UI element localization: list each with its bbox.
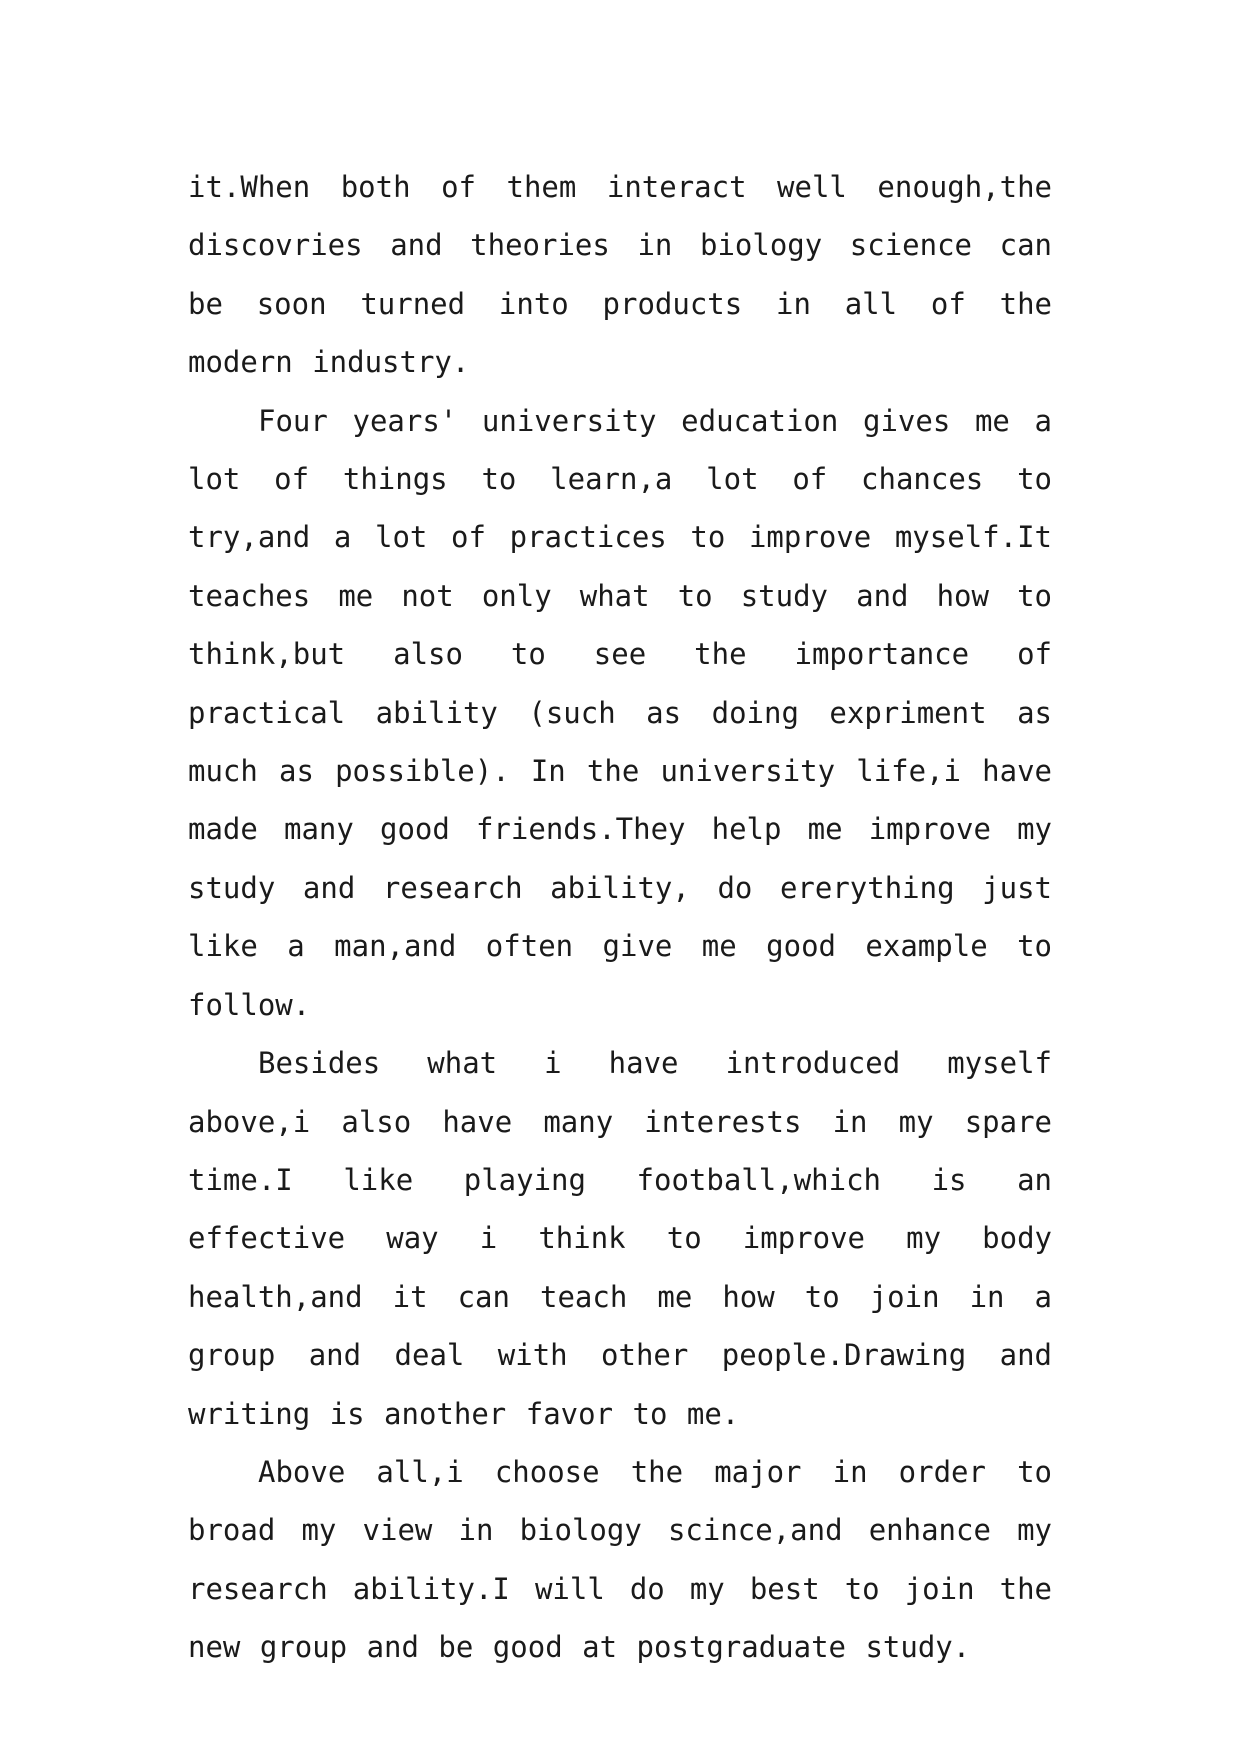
paragraph-conclusion: Above all,i choose the major in order to broad my view in biology scince,and enhance my research ability.I will do my best to join the new group and be good at postgraduate study. [188,1454,1052,1665]
document-body [188,158,1052,1677]
paragraph-interests: Besides what i have introduced myself above,i also have many interests in my spare time.I like playing football,which is an effective way i think to improve my body health,and it can teach me how to join in a group and deal with other people.Drawing and writing is another favor to me. [188,1046,1052,1431]
paragraph-university-education: Four years' university education gives me a lot of things to learn,a lot of chances to try,and a lot of practices to improve myself.It teaches me not only what to study and how to think,but also to see the importance of practical ability (such as doing expriment as much as possible). In the university life,i have made many good friends.They help me improve my study and research ability, do ererything just like a man,and often give me good example to follow. [188,403,1052,1022]
paragraph-continuation: it.When both of them interact well enough,the discovries and theories in biology science can be soon turned into products in all of the modern industry. [188,170,1052,380]
